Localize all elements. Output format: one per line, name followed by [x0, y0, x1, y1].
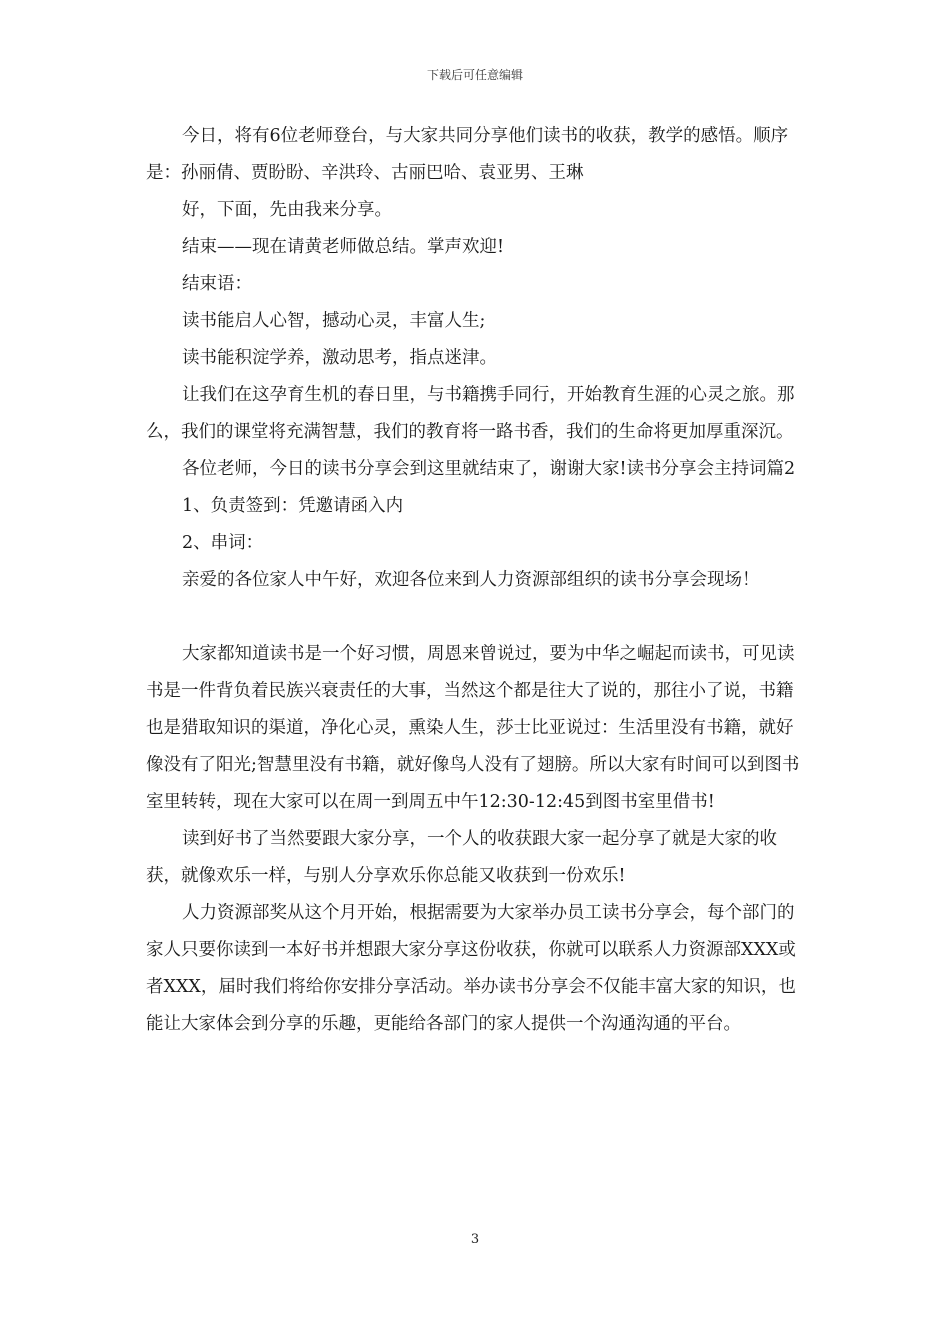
- paragraph-10: 2、串词：: [182, 533, 264, 553]
- paragraph-3: 结束——现在请黄老师做总结。掌声欢迎!: [182, 237, 505, 257]
- paragraph-12: 大家都知道读书是一个好习惯，周恩来曾说过，要为中华之崛起而读书，可见读书是一件背负着民族兴衰责任的大事，当然这个都是往大了说的，那往小了说，书籍也是猎取知识的渠道，净化心灵，熏染人生，莎士比亚说过：生活里没有书籍，就好像没有了阳光;智慧里没有书籍，就好像鸟人没有了翅膀。所以大家有时间可以到图书室里转转，现在大家可以在周一到周五中午12:30-12:45到图书室里借书!: [146, 644, 800, 812]
- blank-line: [146, 599, 810, 636]
- paragraph-13: 读到好书了当然要跟大家分享，一个人的收获跟大家一起分享了就是大家的收获，就像欢乐一样，与别人分享欢乐你总能又收获到一份欢乐!: [146, 829, 777, 886]
- paragraph-9: 1、负责签到：凭邀请函入内: [182, 496, 404, 516]
- paragraph-11: 亲爱的各位家人中午好，欢迎各位来到人力资源部组织的读书分享会现场！: [182, 570, 760, 590]
- paragraph-6: 读书能积淀学养，激动思考，指点迷津。: [182, 348, 497, 368]
- paragraph-7: 让我们在这孕育生机的春日里，与书籍携手同行，开始教育生涯的心灵之旅。那么，我们的课堂将充满智慧，我们的教育将一路书香，我们的生命将更加厚重深沉。: [146, 385, 795, 442]
- header-note: 下载后可任意编辑: [426, 68, 523, 82]
- paragraph-14: 人力资源部奖从这个月开始，根据需要为大家举办员工读书分享会，每个部门的家人只要你读到一本好书并想跟大家分享这份收获，你就可以联系人力资源部XXX或者XXX，届时我们将给你安排分享活动。举办读书分享会不仅能丰富大家的知识，也能让大家体会到分享的乐趣，更能给各部门的家人提供一个沟通沟通的平台。: [146, 903, 796, 1034]
- paragraph-8: 各位老师，今日的读书分享会到这里就结束了，谢谢大家!读书分享会主持词篇2: [182, 459, 796, 479]
- page-number: 3: [470, 1232, 480, 1247]
- paragraph-1: 今日，将有6位老师登台，与大家共同分享他们读书的收获，教学的感悟。顺序是：孙丽倩、贾盼盼、辛洪玲、古丽巴哈、袁亚男、王琳: [146, 126, 789, 183]
- paragraph-5: 读书能启人心智，撼动心灵，丰富人生;: [182, 311, 486, 331]
- paragraph-4: 结束语：: [182, 274, 252, 294]
- document-body: [146, 118, 810, 1043]
- paragraph-2: 好，下面，先由我来分享。: [182, 200, 392, 220]
